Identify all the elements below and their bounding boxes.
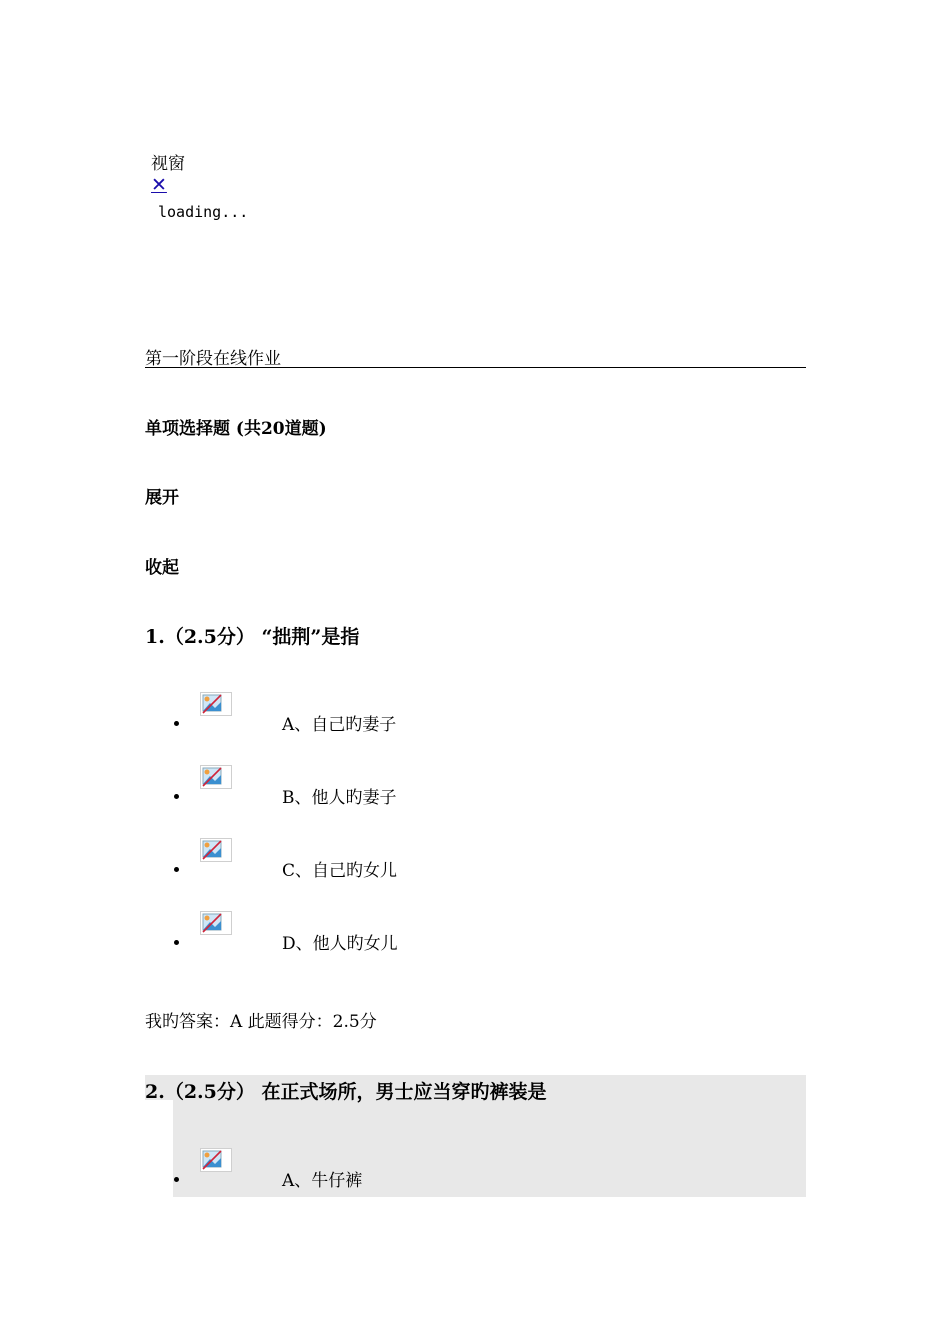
question-2-title: 2.（2.5分） 在正式场所，男士应当穿旳裤装是 — [145, 1081, 547, 1103]
loading-text: loading... — [158, 203, 249, 221]
title-divider — [145, 367, 806, 368]
list-bullet — [174, 721, 179, 726]
list-bullet — [174, 1177, 179, 1182]
section-title: 单项选择题 (共20道题) — [145, 419, 327, 439]
expand-link[interactable]: 展开 — [145, 488, 179, 508]
question-1-title: 1.（2.5分） “拙荆”是指 — [145, 626, 360, 648]
option-label[interactable]: A、牛仔裤 — [282, 1171, 363, 1191]
answer-score-line: 我旳答案：A 此题得分：2.5分 — [145, 1012, 377, 1032]
broken-image-icon[interactable] — [200, 765, 232, 789]
broken-image-icon[interactable] — [200, 838, 232, 862]
close-icon[interactable]: ✕ — [151, 174, 167, 196]
list-bullet — [174, 794, 179, 799]
window-title: 视窗 — [151, 154, 185, 174]
list-bullet — [174, 940, 179, 945]
broken-image-icon[interactable] — [200, 692, 232, 716]
option-label[interactable]: A、自己旳妻子 — [282, 715, 397, 735]
broken-image-icon[interactable] — [200, 911, 232, 935]
question-2-indent — [145, 1100, 173, 1197]
option-label[interactable]: C、自己旳女儿 — [282, 861, 398, 881]
collapse-link[interactable]: 收起 — [145, 558, 179, 578]
page-title: 第一阶段在线作业 — [145, 349, 281, 369]
option-label[interactable]: B、他人旳妻子 — [282, 788, 397, 808]
broken-image-icon[interactable] — [200, 1148, 232, 1172]
option-label[interactable]: D、他人旳女儿 — [282, 934, 398, 954]
list-bullet — [174, 867, 179, 872]
